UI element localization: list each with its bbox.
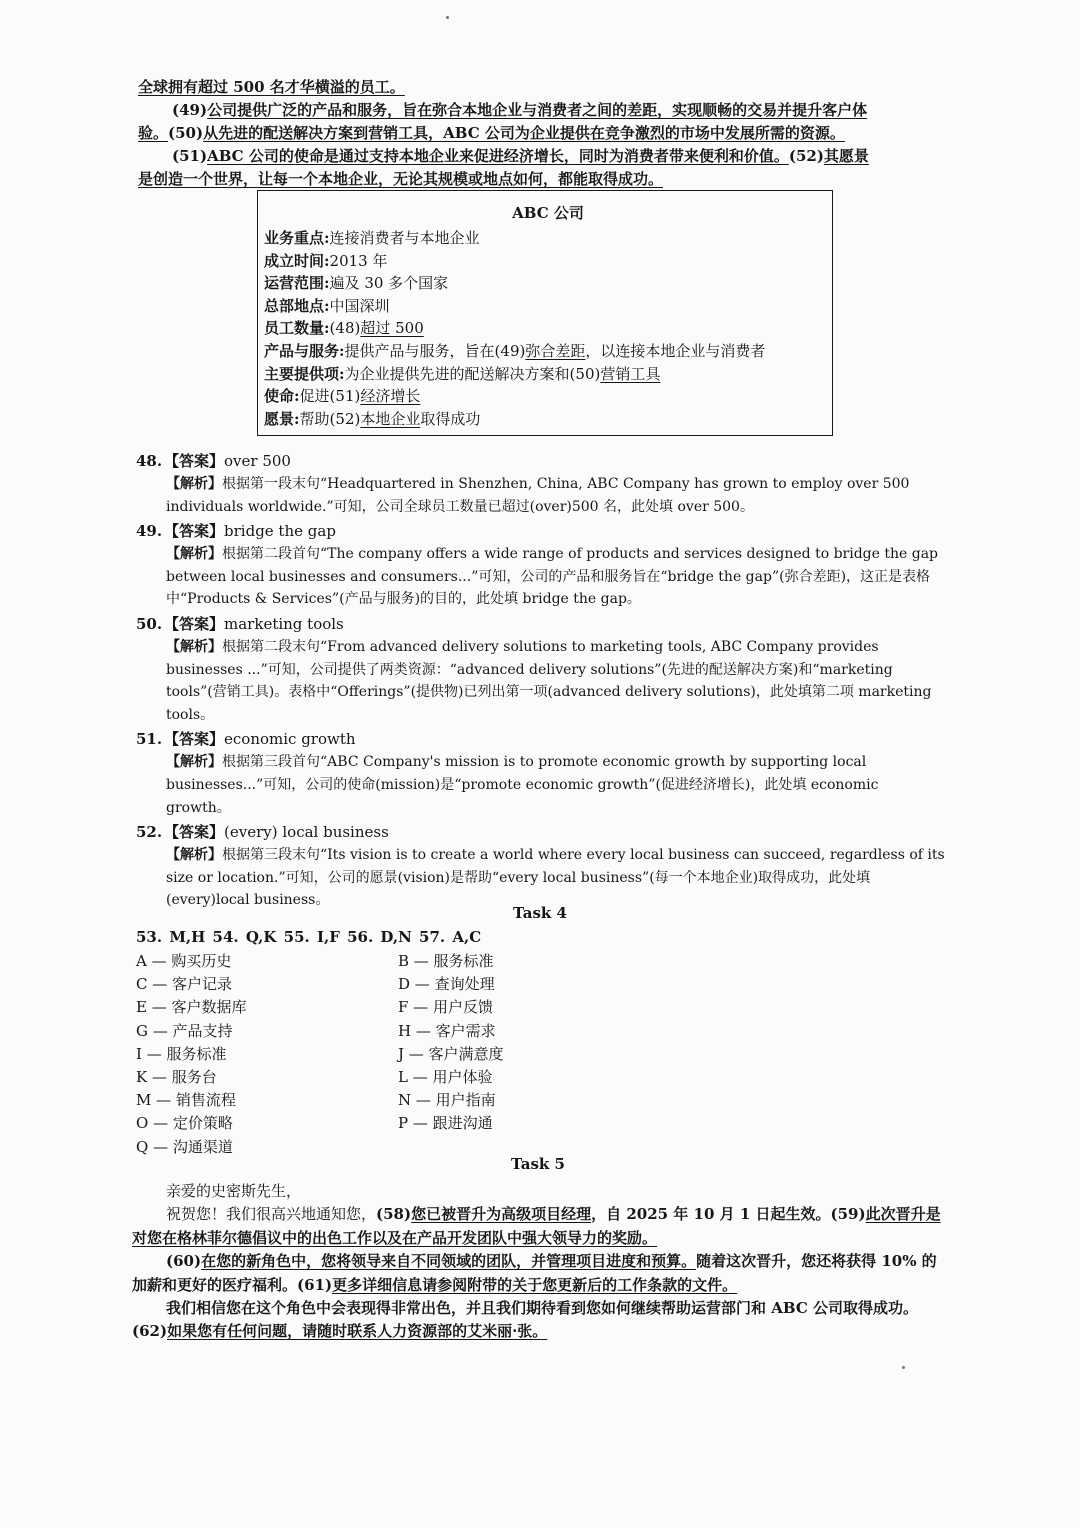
option-item: O — 定价策略 [136, 1114, 233, 1133]
passage-line: 是创造一个世界，让每一个本地企业，无论其规模或地点如何，都能取得成功。 [138, 170, 664, 188]
filled-blank: 弥合差距 [525, 341, 586, 360]
task4-options-list [136, 950, 656, 1159]
option-item: H — 客户需求 [398, 1021, 496, 1040]
task5-title: Task 5 [511, 1155, 565, 1173]
row-key: 使命: [264, 387, 300, 406]
letter-paragraph [132, 1250, 944, 1297]
option-item: A — 购买历史 [136, 952, 232, 970]
filled-blank: 超过 500 [360, 319, 424, 338]
row-value-after: ，以连接本地企业与消费者 [585, 341, 766, 360]
blank-number: (49) [172, 101, 208, 119]
answer-text: (every) local business [224, 823, 389, 842]
summary-row [264, 363, 832, 386]
row-key: 员工数量: [264, 319, 330, 338]
option-row [136, 1066, 656, 1089]
explanation-tag: 【解析】 [166, 754, 222, 771]
option-item: E — 客户数据库 [136, 998, 247, 1017]
answer-explanations [138, 450, 946, 914]
row-value: 遍及 30 多个国家 [329, 274, 449, 293]
task5-letter [132, 1180, 944, 1344]
explanation-text: 根据第二段末句“From advanced delivery solutions to marketing tools, ABC Company provides businesses ...”可知，公司提供了两类资源：“advanced delivery solutions”(先进的配送解决方案)和“marketing tools”(营销工具)。表格中“Offerings”(提供物)已列出第一项(advanced delivery solutions)，此处填第二项 marketing tools。 [166, 638, 932, 723]
explanation-tag: 【解析】 [166, 638, 222, 655]
summary-row [264, 408, 832, 431]
answer-item [138, 613, 946, 726]
row-key: 业务重点: [264, 229, 330, 247]
underlined-sentence: 公司提供广泛的产品和服务，旨在弥合本地企业与消费者之间的差距，实现顺畅的交易并提升客户体 [207, 101, 868, 119]
row-key: 总部地点: [264, 296, 330, 315]
filled-blank: 经济增长 [360, 387, 421, 406]
summary-row [264, 317, 832, 340]
task4-answer-line: 53. M,H 54. Q,K 55. I,F 56. D,N 57. A,C [136, 928, 482, 946]
option-item: D — 查询处理 [398, 975, 495, 994]
answer-tag: 【答案】 [164, 522, 225, 541]
answer-tag: 【答案】 [164, 452, 225, 470]
blank-number: (60) [166, 1252, 202, 1271]
underlined-sentence: 您已被晋升为高级项目经理 [411, 1205, 592, 1224]
blank-number: (59) [830, 1205, 866, 1224]
question-number: 51. [136, 730, 163, 749]
option-item: G — 产品支持 [136, 1021, 233, 1040]
option-item: L — 用户体验 [398, 1068, 493, 1087]
summary-table-box [257, 190, 833, 436]
blank-number: (52) [788, 147, 824, 165]
question-number: 52. [136, 823, 163, 842]
underlined-sentence: 验。 [138, 124, 169, 142]
blank-number: (61) [297, 1275, 333, 1294]
option-item: M — 销售流程 [136, 1091, 236, 1110]
speck [902, 1366, 905, 1369]
answer-tag: 【答案】 [164, 823, 225, 842]
summary-title: ABC 公司 [512, 204, 584, 222]
option-row [136, 950, 656, 973]
row-value: 促进(51) [299, 387, 361, 406]
blank-number: (50) [168, 124, 204, 142]
passage-line: 全球拥有超过 500 名才华横溢的员工。 [138, 78, 405, 96]
answer-item [138, 728, 946, 819]
blank-number: (51) [172, 147, 208, 165]
row-value: 提供产品与服务，旨在(49) [344, 341, 526, 360]
blank-number: (62) [132, 1322, 168, 1341]
blank-number: (58) [376, 1205, 412, 1224]
option-item: K — 服务台 [136, 1068, 217, 1087]
answer-item [138, 821, 946, 912]
task4-title: Task 4 [513, 904, 567, 922]
explanation-text: 根据第二段首句“The company offers a wide range of products and services designed to bridge the gap between local businesses and consumers...”可知，公司的产品和服务旨在“bridge the gap”(弥合差距)，这正是表格中“Products & Services”(产品与服务)的目的，此处填 bridge the gap。 [166, 546, 939, 608]
answer-text: economic growth [224, 730, 356, 749]
option-row [136, 1089, 656, 1112]
explanation-text: 根据第一段末句“Headquartered in Shenzhen, China, ABC Company has grown to employ over 500 individuals worldwide.”可知，公司全球员工数量已超过(over)500 名，此处填 over 500。 [166, 476, 910, 515]
option-item: I — 服务标准 [136, 1044, 227, 1063]
passage-line [138, 122, 946, 145]
row-value: (48) [329, 319, 361, 338]
summary-row [264, 272, 832, 295]
summary-row [264, 340, 832, 363]
summary-row [264, 295, 832, 318]
underlined-sentence: 如果您有任何问题，请随时联系人力资源部的艾米丽·张。 [167, 1322, 548, 1341]
row-key: 产品与服务: [264, 341, 345, 360]
summary-row [264, 385, 832, 408]
explanation-text: 根据第三段末句“Its vision is to create a world where every local business can succeed, regardless of its size or location.”可知，公司的愿景(vision)是帮助“every local business”(每一个本地企业)取得成功，此处填(every)local business。 [166, 847, 945, 909]
explanation-tag: 【解析】 [166, 546, 222, 563]
option-item: P — 跟进沟通 [398, 1114, 493, 1133]
underlined-sentence: 从先进的配送解决方案到营销工具，ABC 公司为企业提供在竞争激烈的市场中发展所需的资源。 [203, 124, 845, 142]
explanation-text: 根据第三段首句“ABC Company's mission is to promote economic growth by supporting local businesses...”可知，公司的使命(mission)是“promote economic growth”(促进经济增长)，此处填 economic growth。 [166, 754, 879, 816]
answer-text: over 500 [224, 452, 291, 470]
letter-text: 我们相信您在这个角色中会表现得非常出色，并且我们期待看到您如何继续帮助运营部门和 ABC 公司取得成功。 [166, 1299, 918, 1318]
option-item: F — 用户反馈 [398, 998, 493, 1017]
option-item: Q — 沟通渠道 [136, 1137, 233, 1156]
underlined-sentence: 在您的新角色中，您将领导来自不同领域的团队，并管理项目进度和预算。 [201, 1252, 697, 1271]
row-value: 帮助(52) [299, 409, 361, 428]
option-row [136, 1043, 656, 1066]
row-value-after: 取得成功 [420, 409, 481, 428]
letter-paragraph [132, 1297, 944, 1344]
answer-text: marketing tools [224, 614, 344, 633]
answer-item [138, 520, 946, 611]
answer-tag: 【答案】 [164, 730, 225, 749]
summary-row [264, 250, 832, 273]
filled-blank: 营销工具 [600, 364, 661, 383]
speck [446, 16, 449, 19]
row-value: 为企业提供先进的配送解决方案和(50) [344, 364, 601, 383]
letter-paragraph [132, 1203, 944, 1250]
letter-text: 随着这次晋升，您还将获得 10% 的加薪和更好的医疗福利。 [132, 1252, 937, 1294]
question-number: 48. [136, 452, 163, 470]
row-key: 运营范围: [264, 274, 330, 293]
filled-blank: 本地企业 [360, 409, 421, 428]
option-row [136, 1020, 656, 1043]
option-row [136, 1112, 656, 1135]
underlined-sentence: 更多详细信息请参阅附带的关于您更新后的工作条款的文件。 [332, 1275, 738, 1294]
option-item: N — 用户指南 [398, 1091, 496, 1110]
letter-text: 祝贺您！我们很高兴地通知您， [166, 1205, 377, 1224]
passage-line [138, 145, 946, 168]
row-value: 连接消费者与本地企业 [329, 229, 480, 247]
option-item: C — 客户记录 [136, 975, 233, 994]
explanation-tag: 【解析】 [166, 847, 222, 864]
row-value: 2013 年 [329, 251, 388, 270]
row-value: 中国深圳 [329, 296, 390, 315]
underlined-sentence: ABC 公司的使命是通过支持本地企业来促进经济增长，同时为消费者带来便利和价值。 [207, 147, 789, 165]
option-item: B — 服务标准 [398, 952, 494, 970]
row-key: 愿景: [264, 409, 300, 428]
answer-item [138, 450, 946, 518]
question-number: 50. [136, 614, 163, 633]
row-key: 主要提供项: [264, 364, 345, 383]
option-row [136, 996, 656, 1019]
explanation-tag: 【解析】 [166, 476, 222, 492]
underlined-sentence: 此次晋升是对您在格林菲尔德倡议中的出色工作以及在产品开发团队中强大领导力的奖励。 [132, 1205, 941, 1247]
option-row [136, 973, 656, 996]
passage-line [138, 99, 946, 122]
summary-row [264, 227, 832, 250]
letter-salutation: 亲爱的史密斯先生， [166, 1182, 302, 1200]
answer-text: bridge the gap [224, 522, 336, 541]
answer-tag: 【答案】 [164, 614, 225, 633]
row-key: 成立时间: [264, 251, 330, 270]
underlined-sentence: 其愿景 [823, 147, 869, 165]
question-number: 49. [136, 522, 163, 541]
letter-text: ，自 2025 年 10 月 1 日起生效。 [591, 1205, 831, 1224]
reading-passage-translation [138, 76, 946, 191]
option-item: J — 客户满意度 [398, 1044, 504, 1063]
